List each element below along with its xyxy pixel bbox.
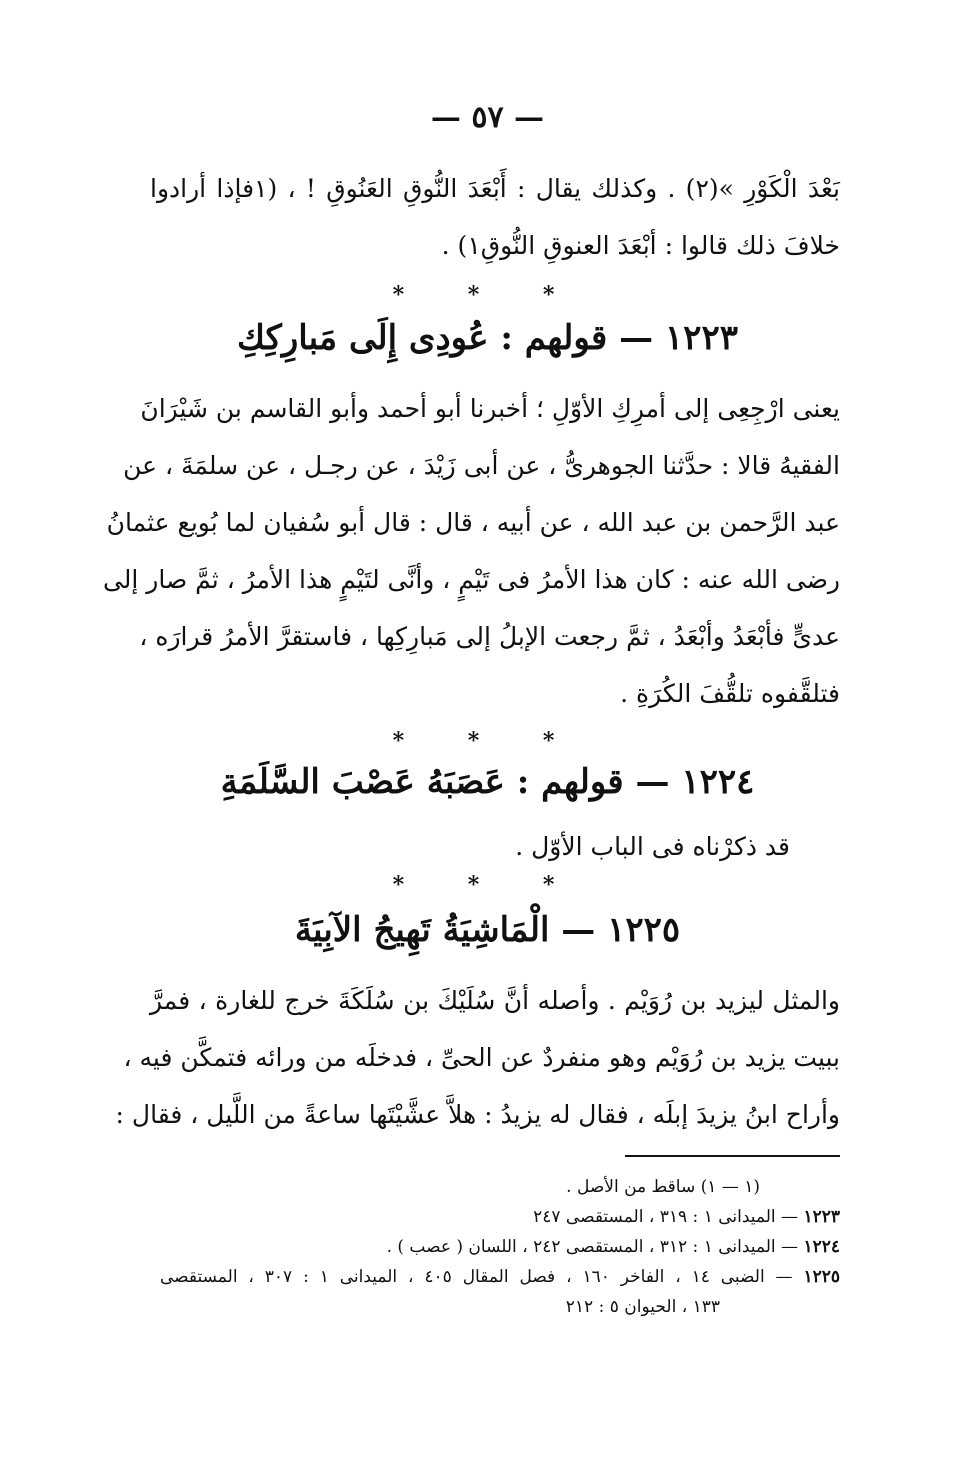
section-separator: * * *	[392, 282, 583, 308]
footnote-rule	[625, 1155, 840, 1157]
text-line: عدىٍّ فأبْعَدُ وأبْعَدُ ، ثمَّ رجعت الإبلُ إلى مَبارِكِها ، فاستقرَّ الأمرُ قرارَه ،	[139, 622, 840, 651]
text-line: فتلقَّفوه تلقُّفَ الكُرَةِ .	[620, 679, 840, 708]
footnotes	[160, 1172, 840, 1322]
text-line: خلافَ ذلك قالوا : أبْعَدَ العنوقِ النُّوقِ١) .	[441, 231, 840, 260]
text-line: ببيت يزيد بن رُوَيْم وهو منفردٌ عن الحىِّ ، فدخلَه من ورائه فتمكَّن فيه ،	[123, 1043, 840, 1072]
footnote-text: — الميدانى ١ : ٣١٢ ، المستقصى ٢٤٢ ، اللسان ( عصب ) .	[386, 1237, 799, 1257]
footnote-text: (١ — ١) ساقط من الأصل .	[566, 1177, 760, 1197]
footnote-text: ١٣٣ ، الحيوان ٥ : ٢١٢	[565, 1297, 720, 1317]
section-separator: * * *	[392, 728, 583, 754]
footnote	[160, 1232, 840, 1262]
section-heading	[0, 762, 975, 802]
section-body	[150, 818, 840, 875]
text-line: والمثل ليزيد بن رُوَيْم . وأصله أنَّ سُلَيْكَ بن سُلَكَةَ خرج للغارة ، فمرَّ	[150, 986, 840, 1015]
text-line: عبد الرَّحمن بن عبد الله ، عن أبيه ، قال : قال أبو سُفيان لما بُويع عثمانُ	[106, 508, 840, 537]
footnote	[160, 1292, 840, 1322]
footnote-number: ١٢٢٥	[803, 1267, 840, 1287]
text-line: رضى الله عنه : كان هذا الأمرُ فى تَيْمٍ ، وأنَّى لتَيْمٍ هذا الأمرُ ، ثمَّ صار إلى	[102, 565, 840, 594]
footnote	[160, 1172, 840, 1202]
text-line: الفقيهُ قالا : حدَّثنا الجوهرىُّ ، عن أبى زَيْدَ ، عن رجـل ، عن سلمَةَ ، عن	[123, 451, 840, 480]
section-heading	[0, 910, 975, 950]
entry-title: الْمَاشِيَةُ تَهِيجُ الآبِيَةَ	[294, 910, 550, 950]
text-line: يعنى ارْجِعِى إلى أمرِكِ الأوّلِ ؛ أخبرنا أبو أحمد وأبو القاسم بن شَيْرَانَ	[140, 394, 840, 423]
text-line: قد ذكرْناه فى الباب الأوّل .	[515, 832, 790, 861]
footnote-text: — الميدانى ١ : ٣١٩ ، المستقصى ٢٤٧	[533, 1207, 799, 1227]
footnote	[160, 1262, 840, 1292]
entry-number: ١٢٢٥	[607, 910, 681, 950]
section-heading	[0, 318, 975, 358]
entry-title: قولهم : عُودِى إِلَى مَبارِكِكِ	[237, 318, 608, 358]
entry-dash: —	[561, 910, 596, 950]
footnote-text: — الضبى ١٤ ، الفاخر ١٦٠ ، فصل المقال ٤٠٥ ، الميدانى ١ : ٣٠٧ ، المستقصى	[160, 1267, 793, 1287]
entry-dash: —	[619, 318, 654, 358]
text-line: وأراح ابنُ يزيدَ إبلَه ، فقال له يزيدُ : هلاَّ عشَّيْتَها ساعةً من اللَّيل ، فقال :	[115, 1100, 840, 1129]
section-body	[115, 972, 840, 1143]
text-line: بَعْدَ الْكَوْرِ »(٢) . وكذلك يقال : أَبْعَدَ النُّوقِ العَنُوقِ ! ، (١فإذا أرادوا	[150, 174, 840, 203]
entry-number: ١٢٢٣	[664, 318, 738, 358]
section-separator: * * *	[392, 872, 583, 898]
footnote-number: ١٢٢٣	[803, 1207, 840, 1227]
intro-paragraph	[150, 160, 840, 274]
footnote	[160, 1202, 840, 1232]
section-body	[102, 380, 840, 722]
footnote-number: ١٢٢٤	[803, 1237, 840, 1257]
page-number: — ٥٧ —	[430, 100, 545, 135]
entry-dash: —	[635, 762, 670, 802]
entry-number: ١٢٢٤	[681, 762, 755, 802]
entry-title: قولهم : عَصَبَهُ عَصْبَ السَّلَمَةِ	[220, 762, 624, 802]
